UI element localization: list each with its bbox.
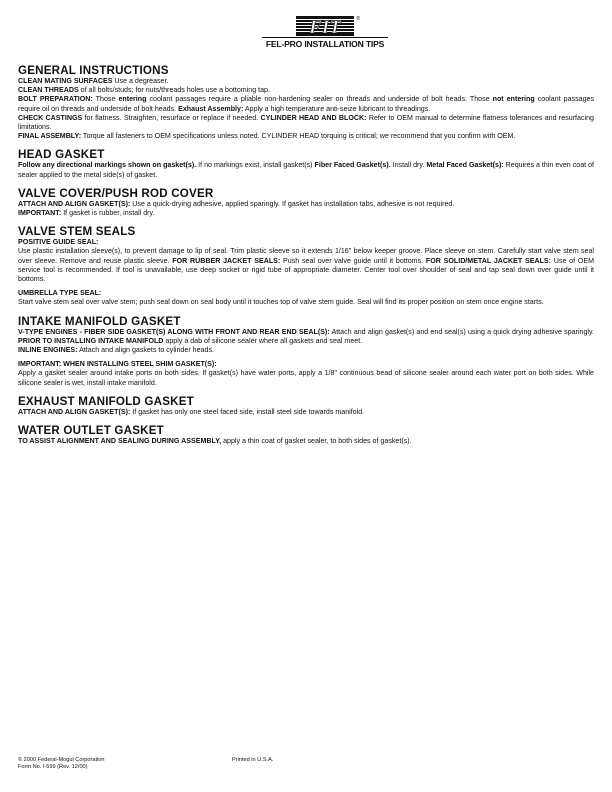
positive-guide-seal-text: Use plastic installation sleeve(s), to prevent damage to lip of seal. Trim plastic sleeve so it extends 1/16" below keeper groove. Place sleeve on stem. Carefully start valve stem seal over sleeve. Remove and reuse plastic sleeve. FOR RUBBER JACKET SEALS: Push seal over valve guide until it bottoms. FOR SOLID/METAL JACKET SEALS: Use of OEM service tool is recommended. If tool is unavailable, use deep socket or rigid tube of appropriate diameter. Center tool over shoulder of seal and tap seal down over guide until it bottoms. <box>18 247 595 284</box>
intake-manifold-heading: INTAKE MANIFOLD GASKET <box>18 314 181 328</box>
water-outlet-text: TO ASSIST ALIGNMENT AND SEALING DURING ASSEMBLY, apply a thin coat of gasket sealer, to both sides of gasket(s). <box>18 437 412 446</box>
clean-mating-surfaces: CLEAN MATING SURFACES Use a degreaser. <box>18 77 169 85</box>
head-gasket-heading: HEAD GASKET <box>18 148 105 162</box>
head-gasket-text: Follow any directional markings shown on gasket(s). If no markings exist, install gasket(s) Fiber Faced Gasket(s). Install dry. Metal Faced Gasket(s): Requires a thin even coat of sealer applied to the metal side(s) of gasket. <box>18 161 595 179</box>
steel-shim-subheading: IMPORTANT: WHEN INSTALLING STEEL SHIM GASKET(S): <box>18 360 217 369</box>
printed-in: Printed in U.S.A. <box>232 757 274 763</box>
valve-cover-heading: VALVE COVER/PUSH ROD COVER <box>18 186 214 200</box>
footer-left <box>18 757 105 771</box>
registered-mark: ® <box>356 16 360 22</box>
general-instructions-heading: GENERAL INSTRUCTIONS <box>18 64 169 77</box>
umbrella-seal-text: Start valve stem seal over valve stem; push seal down on seal body until it touches top of valve stem guide. Seal will find its proper position on stem once engine starts. <box>18 298 544 307</box>
steel-shim-text: Apply a gasket sealer around intake ports on both sides. If gasket(s) have water ports, apply a 1/8" continuous bead of silicone sealer around each water port on both sides. While silicone sealer is wet, install intake manifold. <box>18 369 594 387</box>
valve-cover-important: IMPORTANT: If gasket is rubber, install dry. <box>18 209 155 218</box>
bolt-preparation: BOLT PREPARATION: Those entering coolant passages require a pliable non-hardening sealer on threads and underside of bolt heads. Those not entering coolant passages require oil on threads and underside of bolt heads. Exhaust Assembly: Apply a high temperature anti-seize lubricant to threadings. <box>18 95 595 113</box>
document-subtitle: FEL-PRO INSTALLATION TIPS <box>265 39 385 49</box>
water-outlet-heading: WATER OUTLET GASKET <box>18 424 164 438</box>
valve-cover-text: ATTACH AND ALIGN GASKET(S): Use a quick-drying adhesive, applied sparingly. If gasket has installation tabs, adhesive is not required. <box>18 199 455 208</box>
intake-inline-text: INLINE ENGINES: Attach and align gaskets to cylinder heads. <box>18 346 214 355</box>
valve-stem-heading: VALVE STEM SEALS <box>18 225 136 239</box>
copyright-line: © 2000 Federal-Mogul Corporation <box>18 757 105 763</box>
positive-guide-seal-subheading: POSITIVE GUIDE SEAL: <box>18 238 99 247</box>
form-number: Form No. I-599 (Rev. 12/00) <box>18 764 88 770</box>
umbrella-seal-subheading: UMBRELLA TYPE SEAL: <box>18 289 102 298</box>
intake-vtype-text: V-TYPE ENGINES - FIBER SIDE GASKET(S) ALONG WITH FRONT AND REAR END SEAL(S): Attach and align gasket(s) and end seal(s) using a quick drying adhesive sparingly. PRIOR TO INSTALLING INTAKE MANIFOLD apply a dab of silicone sealer where all gaskets and seal meet. <box>18 327 594 345</box>
svg-text:FIT: FIT <box>309 17 341 36</box>
document-body <box>18 64 594 446</box>
exhaust-manifold-text: ATTACH AND ALIGN GASKET(S): If gasket has only one steel faced side, install steel side towards manifold. <box>18 407 365 416</box>
clean-threads: CLEAN THREADS of all bolts/studs; for nuts/threads holes use a bottoming tap. <box>18 86 270 95</box>
final-assembly: FINAL ASSEMBLY: Torque all fasteners to OEM specifications unless noted. CYLINDER HEAD torquing is critical; we recommend that you confirm with OEM. <box>18 132 516 141</box>
subtitle-rule <box>262 37 388 38</box>
exhaust-manifold-heading: EXHAUST MANIFOLD GASKET <box>18 394 194 408</box>
fit-logo-graphic <box>296 16 354 36</box>
check-castings: CHECK CASTINGS for flatness. Straighten, resurface or replace if needed. CYLINDER HEAD AND BLOCK: Refer to OEM manual to determine flatness tolerances and resurfacing limitations. <box>18 113 594 132</box>
